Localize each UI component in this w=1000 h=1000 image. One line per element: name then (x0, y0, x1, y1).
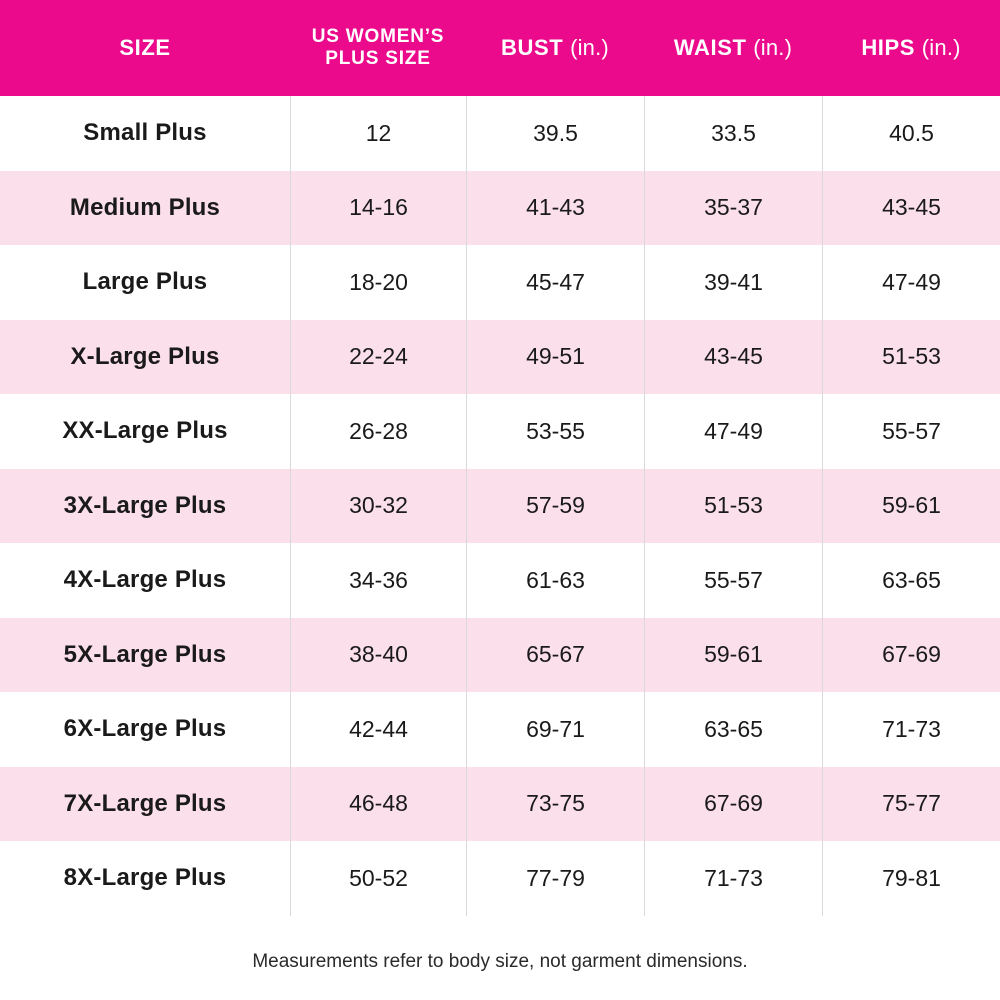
table-header-row (0, 0, 1000, 96)
column-header-size-label: SIZE (119, 35, 171, 61)
column-header-us-plus-size (290, 0, 466, 96)
column-header-bust-unit: (in.) (570, 35, 609, 61)
column-header-bust-label: BUST (501, 35, 564, 61)
cell-us-plus-size: 50-52 (290, 841, 466, 916)
cell-size: 3X-Large Plus (63, 491, 227, 519)
column-header-bust (466, 0, 644, 96)
table-row (0, 841, 1000, 916)
cell-waist: 67-69 (644, 767, 822, 842)
cell-bust: 61-63 (466, 543, 644, 618)
cell-waist: 51-53 (644, 469, 822, 544)
table-row (0, 692, 1000, 767)
table-row (0, 767, 1000, 842)
cell-hips: 67-69 (822, 618, 1000, 693)
cell-bust: 57-59 (466, 469, 644, 544)
cell-size: Large Plus (82, 268, 208, 296)
cell-us-plus-size: 38-40 (290, 618, 466, 693)
cell-waist: 35-37 (644, 171, 822, 246)
cell-waist: 59-61 (644, 618, 822, 693)
cell-bust: 65-67 (466, 618, 644, 693)
cell-bust: 77-79 (466, 841, 644, 916)
cell-waist: 63-65 (644, 692, 822, 767)
table-row (0, 245, 1000, 320)
cell-waist: 39-41 (644, 245, 822, 320)
cell-waist: 43-45 (644, 320, 822, 395)
column-header-waist-label: WAIST (673, 35, 747, 61)
column-header-hips-label: HIPS (861, 35, 916, 61)
cell-us-plus-size: 12 (290, 96, 466, 171)
cell-us-plus-size: 26-28 (290, 394, 466, 469)
cell-us-plus-size: 30-32 (290, 469, 466, 544)
table-row (0, 96, 1000, 171)
column-header-hips (822, 0, 1000, 96)
cell-size: 7X-Large Plus (63, 789, 227, 817)
cell-waist: 33.5 (644, 96, 822, 171)
table-row (0, 543, 1000, 618)
cell-size: 5X-Large Plus (63, 640, 227, 668)
table-row (0, 320, 1000, 395)
cell-us-plus-size: 34-36 (290, 543, 466, 618)
cell-hips: 71-73 (822, 692, 1000, 767)
cell-hips: 75-77 (822, 767, 1000, 842)
cell-bust: 73-75 (466, 767, 644, 842)
cell-us-plus-size: 14-16 (290, 171, 466, 246)
cell-hips: 47-49 (822, 245, 1000, 320)
cell-hips: 59-61 (822, 469, 1000, 544)
column-header-us-plus-size-label: US WOMEN’S PLUS SIZE (311, 25, 445, 69)
table-row (0, 394, 1000, 469)
cell-waist: 47-49 (644, 394, 822, 469)
cell-us-plus-size: 18-20 (290, 245, 466, 320)
cell-hips: 63-65 (822, 543, 1000, 618)
cell-hips: 51-53 (822, 320, 1000, 395)
cell-us-plus-size: 46-48 (290, 767, 466, 842)
column-header-size (0, 0, 290, 96)
cell-size: Small Plus (83, 119, 207, 147)
cell-bust: 53-55 (466, 394, 644, 469)
column-header-hips-unit: (in.) (921, 35, 961, 61)
column-header-waist (644, 0, 822, 96)
cell-size: 8X-Large Plus (63, 864, 227, 892)
table-row (0, 618, 1000, 693)
cell-size: X-Large Plus (70, 342, 220, 370)
cell-us-plus-size: 42-44 (290, 692, 466, 767)
cell-bust: 41-43 (466, 171, 644, 246)
cell-size: 6X-Large Plus (63, 715, 227, 743)
cell-hips: 79-81 (822, 841, 1000, 916)
cell-bust: 39.5 (466, 96, 644, 171)
cell-bust: 69-71 (466, 692, 644, 767)
column-header-waist-unit: (in.) (753, 35, 793, 61)
cell-hips: 43-45 (822, 171, 1000, 246)
cell-hips: 55-57 (822, 394, 1000, 469)
cell-waist: 55-57 (644, 543, 822, 618)
table-row (0, 469, 1000, 544)
cell-size: 4X-Large Plus (63, 566, 227, 594)
cell-size: Medium Plus (69, 193, 221, 221)
table-row (0, 171, 1000, 246)
cell-size: XX-Large Plus (62, 417, 228, 445)
cell-hips: 40.5 (822, 96, 1000, 171)
cell-bust: 49-51 (466, 320, 644, 395)
cell-waist: 71-73 (644, 841, 822, 916)
cell-us-plus-size: 22-24 (290, 320, 466, 395)
footnote: Measurements refer to body size, not garment dimensions. (0, 924, 1000, 1000)
cell-bust: 45-47 (466, 245, 644, 320)
table-body (0, 96, 1000, 924)
